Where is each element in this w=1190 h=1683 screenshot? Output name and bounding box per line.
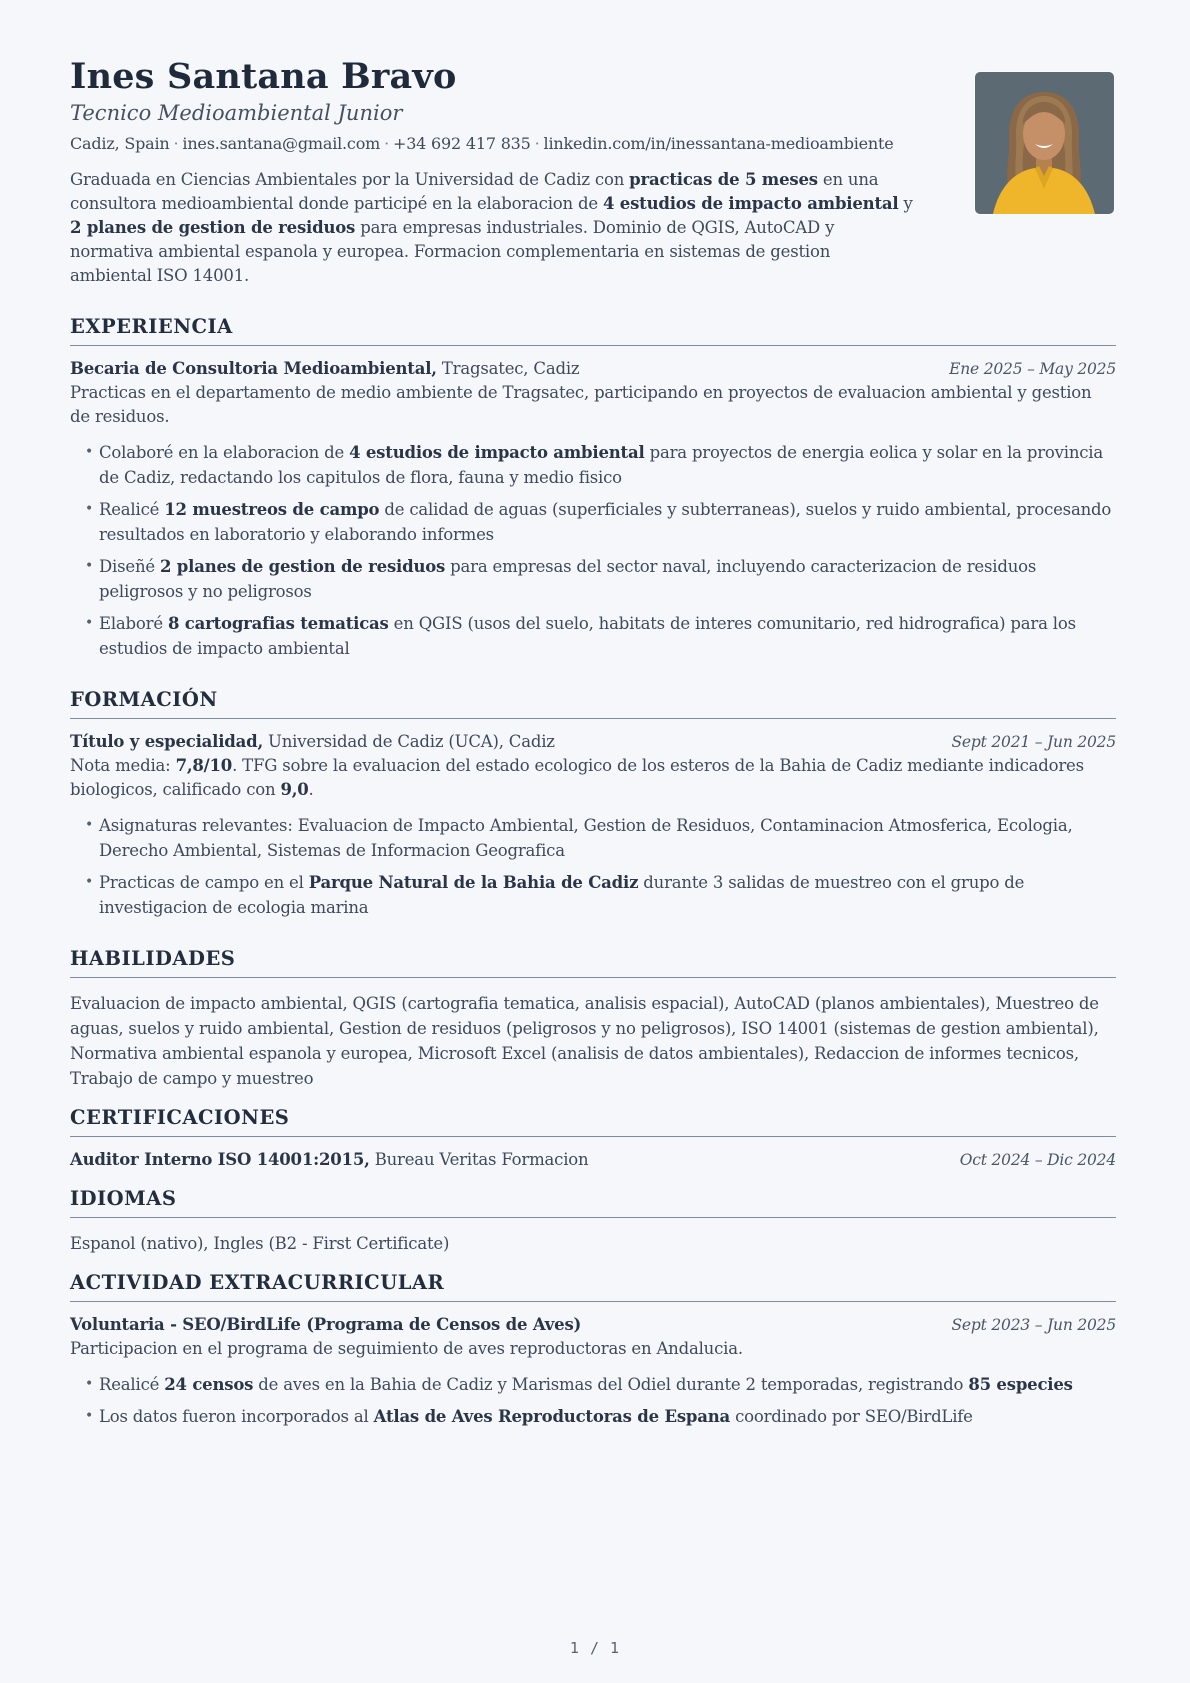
- section-heading-experiencia: EXPERIENCIA: [70, 315, 1116, 346]
- section-heading-certificaciones: CERTIFICACIONES: [70, 1106, 1116, 1137]
- experience-entry-title: Becaria de Consultoria Medioambiental, Tragsatec, Cadiz: [70, 359, 580, 378]
- contact-separator: ·: [384, 134, 389, 153]
- education-entry-header: [70, 730, 1116, 754]
- section-heading-idiomas: IDIOMAS: [70, 1187, 1116, 1218]
- profile-photo: [975, 72, 1114, 214]
- skills-paragraph: Evaluacion de impacto ambiental, QGIS (cartografia tematica, analisis espacial), AutoCAD (planos ambientales), Muestreo de aguas, suelos y ruido ambiental, Gestion de residuos (peligrosos y no peligrosos), ISO 14001 (sistemas de gestion ambiental), Normativa ambiental espanola y europea, Microsoft Excel (analisis de datos ambientales), Redaccion de informes tecnicos, Trabajo de campo y muestreo: [70, 994, 1099, 1088]
- experience-bullet-list: [85, 440, 1116, 661]
- education-bullet: • Asignaturas relevantes: Evaluacion de Impacto Ambiental, Gestion de Residuos, Contaminacion Atmosferica, Ecologia, Derecho Ambiental, Sistemas de Informacion Geografica: [85, 813, 1116, 863]
- section-experiencia: [70, 315, 1116, 661]
- certification-entry-title: Auditor Interno ISO 14001:2015, Bureau Veritas Formacion: [70, 1150, 589, 1169]
- page-number: 1 / 1: [569, 1639, 621, 1657]
- experience-bullet: • Colaboré en la elaboracion de 4 estudios de impacto ambiental para proyectos de energia eolica y solar en la provincia de Cadiz, redactando los capitulos de flora, fauna y medio fisico: [85, 440, 1116, 490]
- section-certificaciones: [70, 1106, 1116, 1172]
- section-heading-actividad: ACTIVIDAD EXTRACURRICULAR: [70, 1271, 1116, 1302]
- certification-entry-date: Oct 2024 – Dic 2024: [959, 1151, 1116, 1169]
- person-job-title: Tecnico Medioambiental Junior: [70, 101, 403, 125]
- section-actividad-extracurricular: [70, 1271, 1116, 1429]
- person-name: Ines Santana Bravo: [70, 56, 457, 97]
- section-heading-habilidades: HABILIDADES: [70, 947, 1116, 978]
- section-idiomas: [70, 1187, 1116, 1256]
- header-text-block: [70, 56, 915, 288]
- experience-bullet: • Diseñé 2 planes de gestion de residuos para empresas del sector naval, incluyendo caracterizacion de residuos peligrosos y no peligrosos: [85, 554, 1116, 604]
- activity-entry-date: Sept 2023 – Jun 2025: [951, 1316, 1116, 1334]
- contact-phone: +34 692 417 835: [393, 134, 531, 153]
- resume-header: [70, 56, 1116, 288]
- contact-separator: ·: [534, 134, 540, 153]
- contact-email: ines.santana@gmail.com: [182, 134, 381, 153]
- experience-entry-header: [70, 357, 1116, 381]
- section-formacion: [70, 688, 1116, 920]
- experience-bullet: • Elaboré 8 cartografias tematicas en QGIS (usos del suelo, habitats de interes comunitario, red hidrografica) para los estudios de impacto ambiental: [85, 611, 1116, 661]
- activity-bullet-list: [85, 1372, 1116, 1429]
- contact-linkedin: linkedin.com/in/inessantana-medioambiente: [543, 134, 894, 153]
- experience-entry-date: Ene 2025 – May 2025: [949, 360, 1116, 378]
- certification-entry-header: [70, 1148, 1116, 1172]
- education-bullet: • Practicas de campo en el Parque Natural de la Bahia de Cadiz durante 3 salidas de muestreo con el grupo de investigacion de ecologia marina: [85, 870, 1116, 920]
- activity-bullet: • Realicé 24 censos de aves en la Bahia de Cadiz y Marismas del Odiel durante 2 temporadas, registrando 85 especies: [85, 1372, 1116, 1397]
- experience-bullet: • Realicé 12 muestreos de campo de calidad de aguas (superficiales y subterraneas), suelos y ruido ambiental, procesando resultados en laboratorio y elaborando informes: [85, 497, 1116, 547]
- profile-photo-illustration: [975, 72, 1114, 214]
- activity-entry-description: Participacion en el programa de seguimiento de aves reproductoras en Andalucia.: [70, 1339, 743, 1358]
- section-heading-formacion: FORMACIÓN: [70, 688, 1116, 719]
- activity-entry-title: Voluntaria - SEO/BirdLife (Programa de Censos de Aves): [70, 1315, 582, 1334]
- contact-line: [70, 134, 915, 153]
- activity-bullet: • Los datos fueron incorporados al Atlas de Aves Reproductoras de Espana coordinado por SEO/BirdLife: [85, 1404, 1116, 1429]
- education-entry-description: Nota media: 7,8/10. TFG sobre la evaluacion del estado ecologico de los esteros de la Bahia de Cadiz mediante indicadores biologicos, calificado con 9,0.: [70, 756, 1084, 799]
- contact-separator: ·: [173, 134, 179, 153]
- experience-entry-description: Practicas en el departamento de medio ambiente de Tragsatec, participando en proyectos de evaluacion ambiental y gestion de residuos.: [70, 383, 1092, 426]
- contact-location: Cadiz, Spain: [70, 134, 170, 153]
- activity-entry-header: [70, 1313, 1116, 1337]
- education-bullet-list: [85, 813, 1116, 920]
- education-entry-date: Sept 2021 – Jun 2025: [951, 733, 1116, 751]
- profile-summary: Graduada en Ciencias Ambientales por la Universidad de Cadiz con practicas de 5 meses en una consultora medioambiental donde participé en la elaboracion de 4 estudios de impacto ambiental y 2 planes de gestion de residuos para empresas industriales. Dominio de QGIS, AutoCAD y normativa ambiental espanola y europea. Formacion complementaria en sistemas de gestion ambiental ISO 14001.: [70, 170, 913, 285]
- languages-paragraph: Espanol (nativo), Ingles (B2 - First Certificate): [70, 1234, 450, 1253]
- education-entry-title: Título y especialidad, Universidad de Cadiz (UCA), Cadiz: [70, 732, 555, 751]
- section-habilidades: [70, 947, 1116, 1091]
